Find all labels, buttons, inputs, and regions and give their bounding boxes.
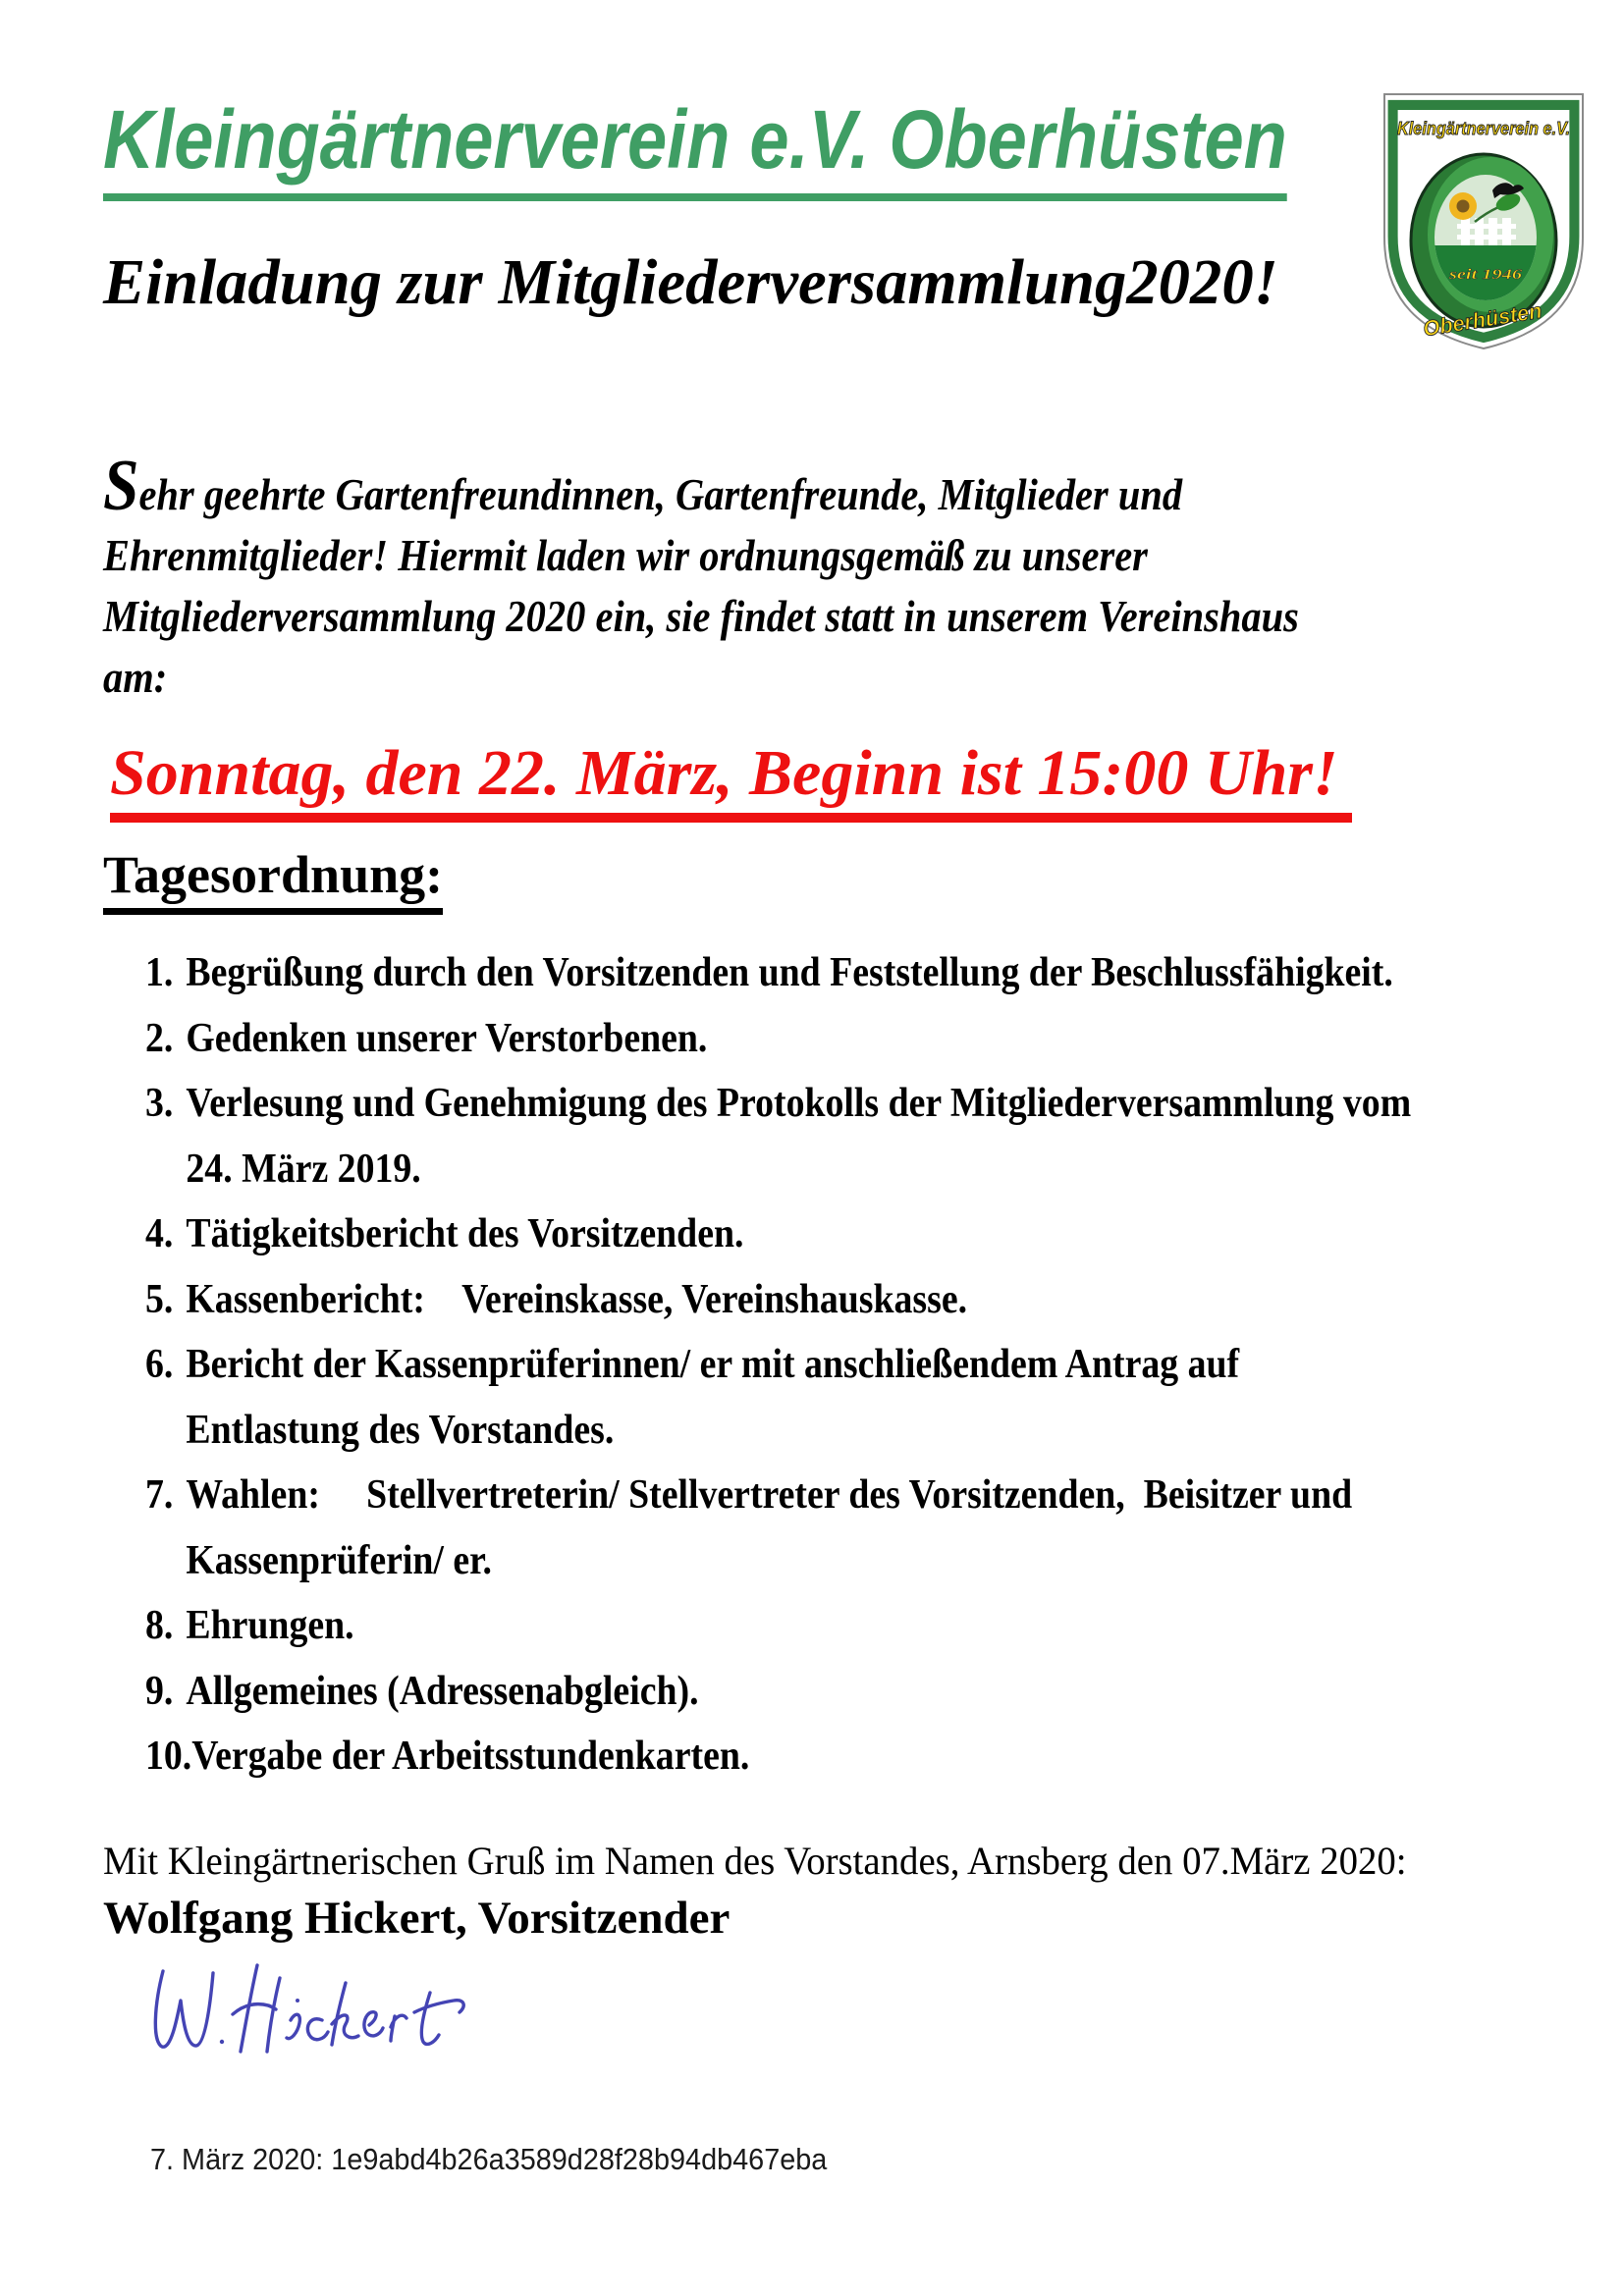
intro-paragraph	[103, 446, 1299, 708]
agenda-row	[145, 1332, 1411, 1398]
intro-line: am:	[103, 652, 168, 702]
agenda-text: Tätigkeitsbericht des Vorsitzenden.	[186, 1211, 744, 1256]
meeting-date-headline	[110, 736, 1352, 823]
agenda-text: Kassenbericht: Vereinskasse, Vereinshauskasse.	[186, 1276, 968, 1322]
agenda-text: Vergabe der Arbeitsstundenkarten.	[191, 1734, 750, 1779]
agenda-text: Verlesung und Genehmigung des Protokolls der Mitgliederversammlung vom	[186, 1081, 1412, 1126]
page-title-text: Kleingärtnerverein e.V. Oberhüsten	[103, 96, 1287, 201]
logo-club-name: Kleingärtnerverein e.V.	[1397, 119, 1570, 138]
agenda-number: 7.	[145, 1472, 174, 1518]
signature	[147, 1951, 481, 2079]
agenda-row	[145, 1528, 1411, 1594]
agenda-text: Wahlen: Stellvertreterin/ Stellvertreter des Vorsitzenden, Beisitzer und	[186, 1472, 1353, 1518]
agenda-text: 24. März 2019.	[186, 1146, 421, 1192]
closing-greeting: Mit Kleingärtnerischen Gruß im Namen des Vorstandes, Arnsberg den 07.März 2020:	[103, 1839, 1407, 1883]
agenda-number: 5.	[145, 1276, 174, 1322]
agenda-text: Bericht der Kassenprüferinnen/ er mit anschließendem Antrag auf	[186, 1342, 1240, 1387]
agenda-number: 2.	[145, 1015, 174, 1061]
agenda-row	[145, 1071, 1411, 1137]
agenda-text: Begrüßung durch den Vorsitzenden und Feststellung der Beschlussfähigkeit.	[186, 950, 1393, 995]
agenda-row	[145, 940, 1411, 1006]
agenda-heading	[103, 846, 443, 915]
agenda-number: 6.	[145, 1342, 174, 1387]
intro-line: Sehr geehrte Gartenfreundinnen, Gartenfreunde, Mitglieder und	[103, 446, 1183, 526]
agenda-row	[145, 1267, 1411, 1333]
agenda-row	[145, 1659, 1411, 1725]
agenda-text: Entlastung des Vorstandes.	[186, 1407, 615, 1453]
agenda-list	[145, 940, 1411, 1789]
club-crest-logo	[1377, 88, 1591, 355]
agenda-row	[145, 1201, 1411, 1267]
agenda-number: 8.	[145, 1603, 174, 1648]
signature-icon	[147, 1951, 481, 2079]
footer-hash: 7. März 2020: 1e9abd4b26a3589d28f28b94db467eba	[150, 2142, 828, 2176]
agenda-heading-text: Tagesordnung:	[103, 846, 443, 915]
agenda-number: 3.	[145, 1081, 174, 1126]
agenda-row	[145, 1006, 1411, 1072]
agenda-number: 9.	[145, 1668, 174, 1714]
agenda-row	[145, 1463, 1411, 1528]
agenda-row	[145, 1593, 1411, 1659]
agenda-row	[145, 1137, 1411, 1202]
agenda-row	[145, 1398, 1411, 1464]
agenda-text: Allgemeines (Adressenabgleich).	[186, 1668, 699, 1714]
agenda-text: Kassenprüferin/ er.	[186, 1537, 492, 1583]
meeting-date-text: Sonntag, den 22. März, Beginn ist 15:00 Uhr!	[110, 736, 1352, 823]
agenda-number: 1.	[145, 950, 174, 995]
sunflower-icon	[1449, 192, 1477, 220]
signer-name: Wolfgang Hickert, Vorsitzender	[103, 1893, 731, 1944]
logo-seit-text: seit 1946	[1447, 267, 1523, 283]
page-title	[103, 93, 1287, 201]
agenda-number: 10.	[145, 1734, 192, 1779]
agenda-row	[145, 1724, 1411, 1789]
shield-icon	[1377, 88, 1591, 355]
logo-town-text: Oberhüsten	[1421, 297, 1545, 342]
page-subtitle: Einladung zur Mitgliederversammlung2020!	[103, 246, 1278, 318]
agenda-number: 4.	[145, 1211, 174, 1256]
intro-line: Ehrenmitglieder! Hiermit laden wir ordnungsgemäß zu unserer	[103, 530, 1148, 580]
agenda-text: Ehrungen.	[186, 1603, 354, 1648]
agenda-text: Gedenken unserer Verstorbenen.	[186, 1015, 708, 1061]
intro-line: Mitgliederversammlung 2020 ein, sie findet statt in unserem Vereinshaus	[103, 591, 1299, 641]
